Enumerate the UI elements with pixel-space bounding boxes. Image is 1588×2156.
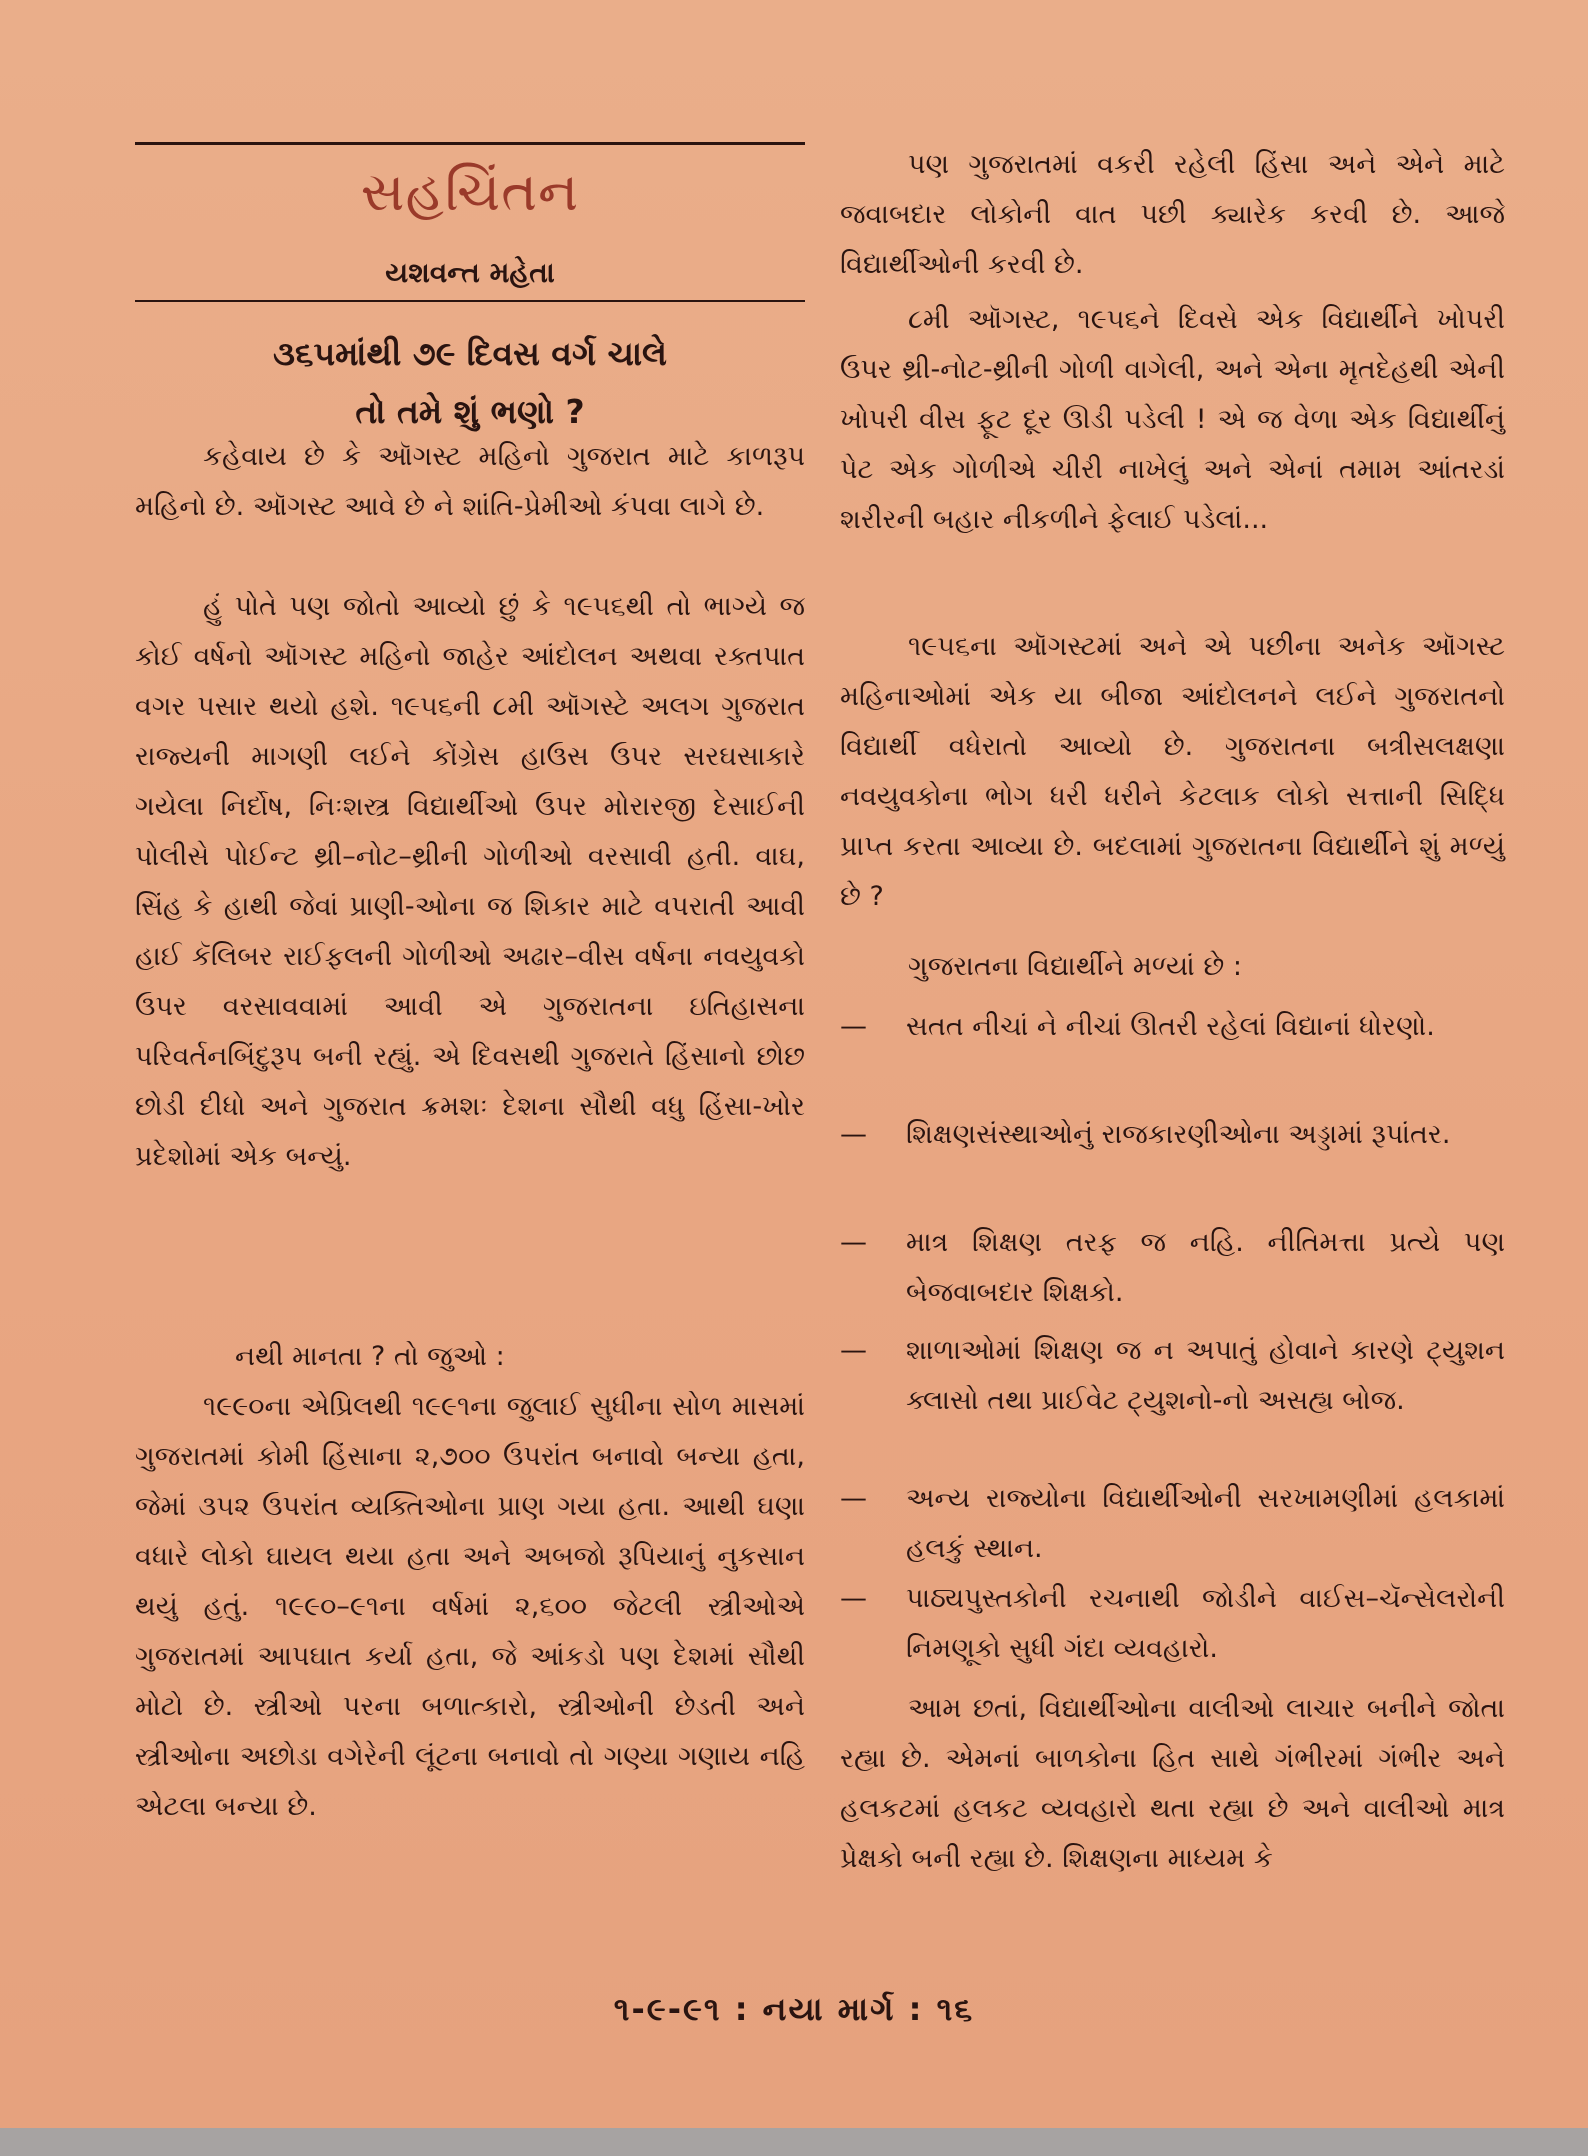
right-paragraph-1: પણ ગુજરાતમાં વકરી રહેલી હિંસા અને એને માટે જવાબદાર લોકોની વાત પછી ક્યારેક કરવી છે. આજે વિદ્યાર્થીઓની કરવી છે. <box>840 149 1505 280</box>
bullet-dash: — <box>840 1483 867 1514</box>
page-footer: ૧-૯-૯૧ : નયા માર્ગ : ૧૬ <box>613 1990 975 2028</box>
list-item <box>840 1474 1505 1574</box>
list-item <box>840 1110 1505 1160</box>
list-item-text: શાળાઓમાં શિક્ષણ જ ન અપાતું હોવાને કારણે ટ્યુશન ક્લાસો તથા પ્રાઈવેટ ટ્યુશનો-નો અસહ્ય બોજ. <box>906 1335 1505 1416</box>
bullet-dash: — <box>840 1011 867 1042</box>
list-item <box>840 1326 1505 1426</box>
list-item-text: શિક્ષણસંસ્થાઓનું રાજકારણીઓના અડ્ડામાં રૂપાંતર. <box>906 1119 1451 1150</box>
right-paragraph-2: ૮મી ઑગસ્ટ, ૧૯૫૬ને દિવસે એક વિદ્યાર્થીને ખોપરી ઉપર થ્રી-નોટ-થ્રીની ગોળી વાગેલી, અને એના મૃતદેહથી એની ખોપરી વીસ ફૂટ દૂર ઊડી પડેલી ! એ જ વેળા એક વિદ્યાર્થીનું પેટ એક ગોળીએ ચીરી નાખેલું અને એનાં તમામ આંતરડાં શરીરની બહાર નીકળીને ફેલાઈ પડેલાં... <box>840 304 1505 535</box>
list-item-text: માત્ર શિક્ષણ તરફ જ નહિ. નીતિમત્તા પ્રત્યે પણ બેજવાબદાર શિક્ષકો. <box>906 1227 1505 1308</box>
list-item <box>840 1574 1505 1674</box>
bullet-dash: — <box>840 1119 867 1150</box>
author-name: યશવન્ત મહેતા <box>385 256 555 289</box>
headline-line-1: ૩૬૫માંથી ૭૯ દિવસ વર્ગ ચાલે <box>273 334 667 373</box>
list-item <box>840 1002 1505 1052</box>
right-paragraph-4: ગુજરાતના વિદ્યાર્થીને મળ્યાં છે : <box>908 951 1242 982</box>
bullet-dash: — <box>840 1335 867 1366</box>
left-paragraph-4: ૧૯૯૦ના એપ્રિલથી ૧૯૯૧ના જુલાઈ સુધીના સોળ માસમાં ગુજરાતમાં કોમી હિંસાના ૨,૭૦૦ ઉપરાંત બનાવો બન્યા હતા, જેમાં ૩૫૨ ઉપરાંત વ્યક્તિઓના પ્રાણ ગયા હતા. આથી ઘણા વધારે લોકો ઘાયલ થયા હતા અને અબજો રૂપિયાનું નુકસાન થયું હતું. ૧૯૯૦–૯૧ના વર્ષમાં ૨,૬૦૦ જેટલી સ્ત્રીઓએ ગુજરાતમાં આપઘાત કર્યા હતા, જે આંકડો પણ દેશમાં સૌથી મોટો છે. સ્ત્રીઓ પરના બળાત્કારો, સ્ત્રીઓની છેડતી અને સ્ત્રીઓના અછોડા વગેરેની લૂંટના બનાવો તો ગણ્યા ગણાય નહિ એટલા બન્યા છે. <box>135 1391 805 1822</box>
bullet-dash: — <box>840 1583 867 1614</box>
headline-line-2: તો તમે શું ભણો ? <box>355 392 585 431</box>
list-item-text: સતત નીચાં ને નીચાં ઊતરી રહેલાં વિદ્યાનાં ધોરણો. <box>906 1011 1435 1042</box>
left-paragraph-2: હું પોતે પણ જોતો આવ્યો છું કે ૧૯૫૬થી તો ભાગ્યે જ કોઈ વર્ષનો ઑગસ્ટ મહિનો જાહેર આંદોલન અથવા રક્તપાત વગર પસાર થયો હશે. ૧૯૫૬ની ૮મી ઑગસ્ટે અલગ ગુજરાત રાજ્યની માગણી લઈને કોંગ્રેસ હાઉસ ઉપર સરઘસાકારે ગયેલા નિર્દોષ, નિઃશસ્ત્ર વિદ્યાર્થીઓ ઉપર મોરારજી દેસાઈની પોલીસે પોઈન્ટ થ્રી–નોટ–થ્રીની ગોળીઓ વરસાવી હતી. વાઘ, સિંહ કે હાથી જેવાં પ્રાણી-ઓના જ શિકાર માટે વપરાતી આવી હાઈ કૅલિબર રાઈફલની ગોળીઓ અઢાર–વીસ વર્ષના નવયુવકો ઉપર વરસાવવામાં આવી એ ગુજરાતના ઇતિહાસના પરિવર્તનબિંદુરૂપ બની રહ્યું. એ દિવસથી ગુજરાતે હિંસાનો છોછ છોડી દીધો અને ગુજરાત ક્રમશઃ દેશના સૌથી વધુ હિંસા-ખોર પ્રદેશોમાં એક બન્યું. <box>135 591 805 1172</box>
column-top-rule <box>135 142 805 145</box>
column-header-rule <box>135 300 805 302</box>
left-paragraph-3: નથી માનતા ? તો જુઓ : <box>235 1341 505 1372</box>
column-title: સહચિંતન <box>360 160 580 223</box>
right-closing-paragraph: આમ છતાં, વિદ્યાર્થીઓના વાલીઓ લાચાર બનીને જોતા રહ્યા છે. એમનાં બાળકોના હિત સાથે ગંભીરમાં ગંભીર અને હલકટમાં હલકટ વ્યવહારો થતા રહ્યા છે અને વાલીઓ માત્ર પ્રેક્ષકો બની રહ્યા છે. શિક્ષણના માધ્યમ કે <box>840 1693 1505 1874</box>
scan-bottom-strip <box>0 2128 1588 2156</box>
bullet-dash: — <box>840 1227 867 1258</box>
list-item-text: અન્ય રાજ્યોના વિદ્યાર્થીઓની સરખામણીમાં હલકામાં હલકું સ્થાન. <box>906 1483 1505 1564</box>
list-item <box>840 1218 1505 1318</box>
right-paragraph-3: ૧૯૫૬ના ઑગસ્ટમાં અને એ પછીના અનેક ઑગસ્ટ મહિનાઓમાં એક યા બીજા આંદોલનને લઈને ગુજરાતનો વિદ્યાર્થી વધેરાતો આવ્યો છે. ગુજરાતના બત્રીસલક્ષણા નવયુવકોના ભોગ ધરી ધરીને કેટલાક લોકો સત્તાની સિદ્ધિ પ્રાપ્ત કરતા આવ્યા છે. બદલામાં ગુજરાતના વિદ્યાર્થીને શું મળ્યું છે ? <box>840 631 1505 912</box>
article-headline <box>135 325 805 441</box>
left-paragraph-1: કહેવાય છે કે ઑગસ્ટ મહિનો ગુજરાત માટે કાળરૂપ મહિનો છે. ઑગસ્ટ આવે છે ને શાંતિ-પ્રેમીઓ કંપવા લાગે છે. <box>135 441 805 522</box>
list-item-text: પાઠ્યપુસ્તકોની રચનાથી જોડીને વાઈસ–ચૅન્સેલરોની નિમણૂકો સુધી ગંદા વ્યવહારો. <box>906 1583 1505 1664</box>
